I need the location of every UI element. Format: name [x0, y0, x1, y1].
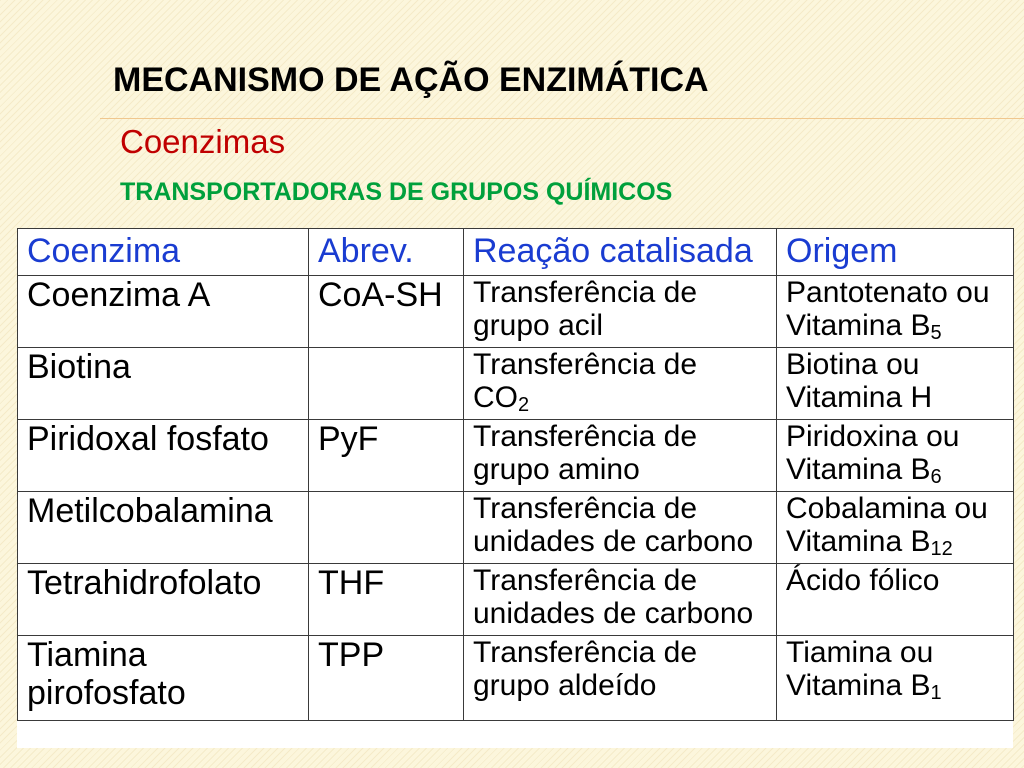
- title-divider: [100, 118, 1024, 119]
- cell-line: Vitamina H: [786, 381, 933, 414]
- cell-line: grupo amino: [473, 453, 640, 486]
- cell-line: Transferência de: [473, 564, 698, 597]
- cell-line: Tiamina: [27, 636, 147, 674]
- cell-reacao: [464, 420, 777, 492]
- slide-subtitle: Coenzimas: [120, 123, 286, 160]
- cell-coenzima: [18, 636, 309, 721]
- header-reacao: Reação catalisada: [464, 229, 777, 276]
- cell-abrev: [309, 492, 464, 564]
- table-row: [18, 492, 1014, 564]
- cell-line: Transferência de: [473, 636, 698, 669]
- cell-line: Transferência de: [473, 420, 698, 453]
- cell-line-with-subscript: [786, 525, 1009, 558]
- table-row: [18, 420, 1014, 492]
- header-origem: Origem: [777, 229, 1014, 276]
- cell-line: Piridoxal fosfato: [27, 420, 269, 458]
- cell-coenzima: [18, 492, 309, 564]
- line-text: Vitamina B: [786, 525, 931, 558]
- cell-line: Tiamina ou: [786, 636, 934, 669]
- cell-origem: [777, 492, 1014, 564]
- line-text: Vitamina B: [786, 309, 931, 342]
- header-coenzima: Coenzima: [18, 229, 309, 276]
- cell-reacao: [464, 492, 777, 564]
- cell-line: Coenzima A: [27, 276, 211, 314]
- subscript: 2: [518, 394, 530, 416]
- subscript: 5: [930, 322, 942, 344]
- cell-line-with-subscript: [786, 669, 1009, 702]
- cell-line: unidades de carbono: [473, 597, 754, 630]
- slide-title: MECANISMO DE AÇÃO ENZIMÁTICA: [113, 61, 709, 99]
- table-row: [18, 564, 1014, 636]
- cell-coenzima: [18, 348, 309, 420]
- cell-line: unidades de carbono: [473, 525, 754, 558]
- cell-line: pirofosfato: [27, 674, 186, 712]
- cell-reacao: [464, 636, 777, 721]
- cell-line: Ácido fólico: [786, 564, 940, 597]
- cell-abrev: TPP: [309, 636, 464, 721]
- table-row: [18, 636, 1014, 721]
- subscript: 6: [930, 466, 942, 488]
- table-row: [18, 348, 1014, 420]
- cell-line: Biotina ou: [786, 348, 920, 381]
- cell-line: Metilcobalamina: [27, 492, 273, 530]
- table-row: [18, 276, 1014, 348]
- cell-line: Cobalamina ou: [786, 492, 988, 525]
- cell-abrev: CoA-SH: [309, 276, 464, 348]
- cell-reacao: [464, 348, 777, 420]
- subscript: 1: [930, 682, 942, 704]
- cell-line: Tetrahidrofolato: [27, 564, 262, 602]
- cell-line: Transferência de: [473, 348, 698, 381]
- cell-line: Biotina: [27, 348, 131, 386]
- line-text: Vitamina B: [786, 669, 931, 702]
- cell-coenzima: [18, 420, 309, 492]
- cell-origem: [777, 276, 1014, 348]
- cell-reacao: [464, 564, 777, 636]
- coenzymes-table: [17, 228, 1014, 721]
- cell-origem: [777, 564, 1014, 636]
- cell-reacao: [464, 276, 777, 348]
- cell-line: Piridoxina ou: [786, 420, 960, 453]
- cell-line-with-subscript: [786, 453, 1009, 486]
- cell-abrev: THF: [309, 564, 464, 636]
- subscript: 12: [930, 538, 953, 560]
- cell-line: Pantotenato ou: [786, 276, 990, 309]
- cell-coenzima: [18, 276, 309, 348]
- table-header-row: [18, 229, 1014, 276]
- cell-line: grupo aldeído: [473, 669, 657, 702]
- header-abrev: Abrev.: [309, 229, 464, 276]
- cell-line: Transferência de: [473, 276, 698, 309]
- section-heading: TRANSPORTADORAS DE GRUPOS QUÍMICOS: [120, 178, 673, 206]
- cell-line: grupo acil: [473, 309, 604, 342]
- line-text: Vitamina B: [786, 453, 931, 486]
- cell-abrev: [309, 348, 464, 420]
- cell-line-with-subscript: [786, 309, 1009, 342]
- cell-line-with-subscript: [473, 381, 772, 414]
- cell-origem: [777, 636, 1014, 721]
- line-text: CO: [473, 381, 518, 414]
- cell-origem: [777, 348, 1014, 420]
- cell-origem: [777, 420, 1014, 492]
- cell-abrev: PyF: [309, 420, 464, 492]
- cell-line: Transferência de: [473, 492, 698, 525]
- cell-coenzima: [18, 564, 309, 636]
